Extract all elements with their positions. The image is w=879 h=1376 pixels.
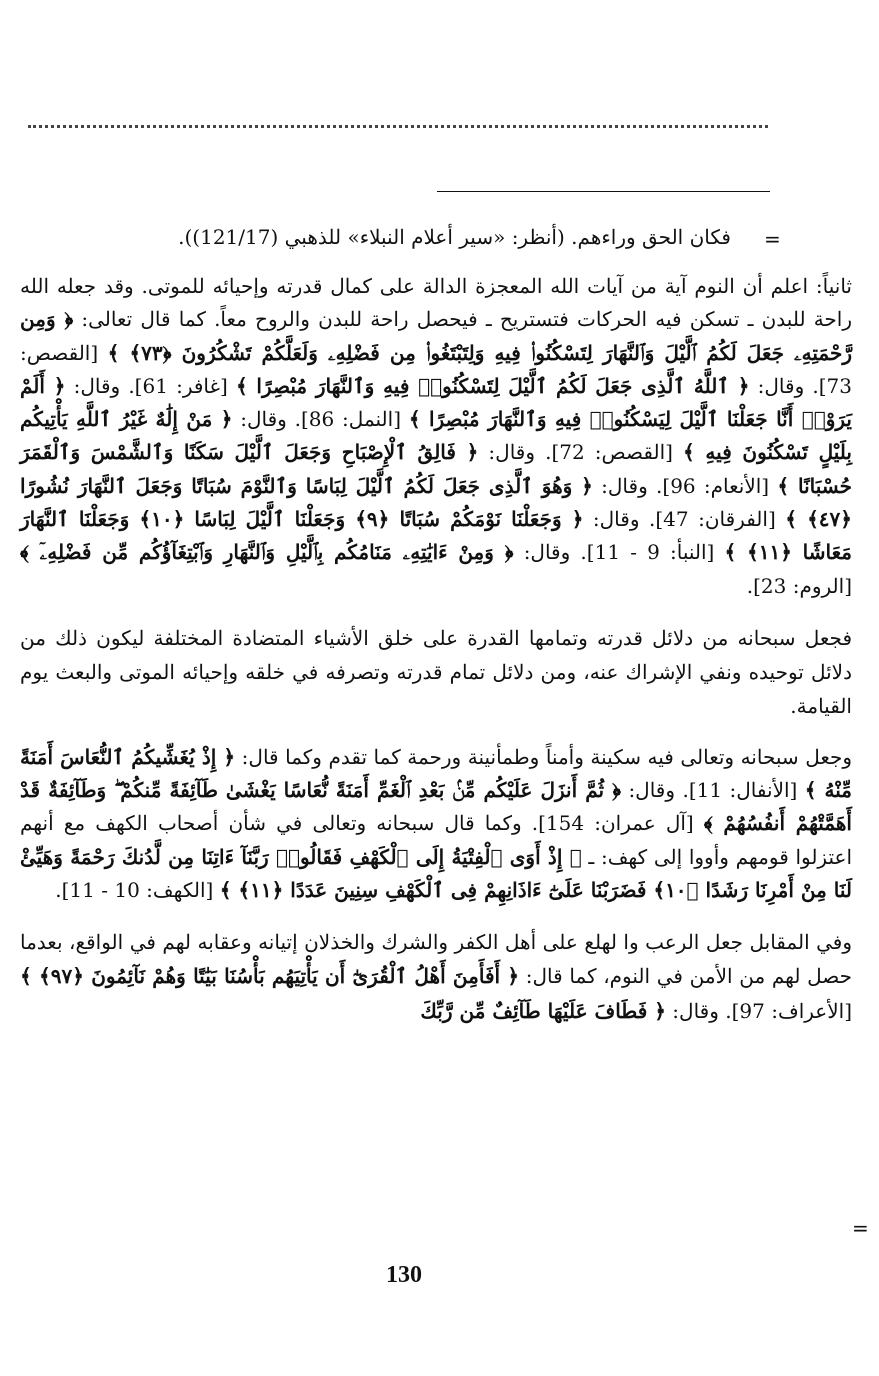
quran-verse: ﴿ إِذْ أَوَى ٱلْفِتْيَةُ إِلَى ٱلْكَهْفِ فَقَالُوا۟ رَبَّنَآ ءَاتِنَا مِن لَّدُنكَ رَحْمَةً وَهَيِّئْ لَنَا مِنْ أَمْرِنَا رَشَدًا ﴿١٠﴾ فَضَرَبْنَا عَلَىٰٓ ءَاذَانِهِمْ فِى ٱلْكَهْفِ سِنِينَ عَدَدًا ﴿١١﴾ ﴾	[20, 844, 852, 902]
verse-reference: [الفرقان: 47]. وقال:	[583, 507, 786, 532]
quran-verse: ﴿ وَجَعَلْنَا نَوْمَكُمْ سُبَاتًا ﴿٩﴾ وَجَعَلْنَا ٱلَّيْلَ لِبَاسًا ﴿١٠﴾ وَجَعَلْنَا ٱلنَّهَارَ مَعَاشًا ﴿١١﴾ ﴾	[20, 507, 852, 565]
verse-reference: [النمل: 86]. وقال:	[232, 407, 409, 432]
verse-reference: [القصص: 73]. وقال:	[20, 340, 852, 398]
quran-verse: ﴿ وَمِن رَّحْمَتِهِۦ جَعَلَ لَكُمُ ٱلَّيْلَ وَٱلنَّهَارَ لِتَسْكُنُوا۟ فِيهِ وَلِتَبْتَغُوا۟ مِن فَضْلِهِۦ وَلَعَلَّكُمْ تَشْكُرُونَ ﴿٧٣﴾ ﴾	[20, 307, 852, 365]
footnote-continuation-mark: =	[764, 227, 781, 251]
quran-verse: ﴿ أَلَمْ يَرَوْا۟ أَنَّا جَعَلْنَا ٱلَّيْلَ لِيَسْكُنُوا۟ فِيهِ وَٱلنَّهَارَ مُبْصِرًا ﴾	[20, 373, 852, 432]
footnote-separator-line	[437, 191, 770, 192]
paragraph	[20, 925, 852, 1029]
page-number: 130	[386, 1262, 422, 1288]
verse-reference: [الكهف: 10 - 11].	[55, 877, 220, 902]
main-text	[20, 270, 852, 1028]
verse-reference: [الأعراف: 97]. وقال:	[665, 998, 852, 1023]
quran-verse: ﴿ أَفَأَمِنَ أَهْلُ ٱلْقُرَىٰٓ أَن يَأْتِيَهُم بَأْسُنَا بَيَٰتًا وَهُمْ نَآئِمُونَ ﴿٩٧﴾ ﴾	[20, 964, 520, 989]
quran-verse: ﴿ إِذْ يُغَشِّيكُمُ ٱلنُّعَاسَ أَمَنَةً مِّنْهُ ﴾	[20, 744, 853, 803]
footnote-continuation-text: فكان الحق وراءهم. (أنظر: «سير أعلام النبلاء» للذهبي (121/17)).	[178, 225, 731, 249]
page-continuation-mark: =	[852, 1216, 869, 1240]
quran-verse: ﴿ فَالِقُ ٱلْإِصْبَاحِ وَجَعَلَ ٱلَّيْلَ سَكَنًا وَٱلشَّمْسَ وَٱلْقَمَرَ حُسْبَانًا ﴾	[20, 440, 852, 498]
verse-reference: [الأنعام: 96]. وقال:	[592, 473, 778, 498]
paragraph	[20, 270, 852, 603]
verse-reference: [القصص: 72]. وقال:	[478, 440, 684, 465]
paragraph-text: وجعل سبحانه وتعالى فيه سكينة وأمناً وطمأنينة ورحمة كما تقدم وكما قال:	[235, 744, 853, 769]
paragraph-text: ثانياً: اعلم أن النوم آية من آيات الله المعجزة الدالة على كمال قدرته وإحيائه للموتى. وقد جعله الله راحة للبدن ـ تسكن فيه الحركات فتستريح ـ فيحصل راحة للبدن والروح معاً. كما قال تعالى:	[20, 274, 852, 332]
verse-reference: [آل عمران: 154]. وكما قال سبحانه وتعالى في شأن أصحاب الكهف مع أنهم اعتزلوا قومهم وأووا إلى كهف: ـ	[20, 811, 852, 869]
paragraph-text: وفي المقابل جعل الرعب وا لهلع على أهل الكفر والشرك والخذلان إتيانه وعقابه لهم في الواقع، بعدما حصل لهم من الأمن في النوم، كما قال:	[20, 929, 852, 989]
verse-reference: [غافر: 61]. وقال:	[65, 373, 236, 398]
verse-reference: [النبأ: 9 - 11]. وقال:	[513, 540, 725, 565]
quran-verse: ﴿ وَمِنْ ءَايَٰتِهِۦ مَنَامُكُم بِٱلَّيْلِ وَٱلنَّهَارِ وَٱبْتِغَآؤُكُم مِّن فَضْلِهِۦٓ ﴾	[20, 540, 514, 565]
quran-verse: ﴿ وَهُوَ ٱلَّذِى جَعَلَ لَكُمُ ٱلَّيْلَ لِبَاسًا وَٱلنَّوْمَ سُبَاتًا وَجَعَلَ ٱلنَّهَارَ نُشُورًا ﴿٤٧﴾ ﴾	[20, 473, 852, 532]
paragraph	[20, 741, 852, 907]
verse-reference: [الروم: 23].	[746, 573, 852, 598]
quran-verse: ﴿ ثُمَّ أَنزَلَ عَلَيْكُم مِّنۢ بَعْدِ ٱلْغَمِّ أَمَنَةً نُّعَاسًا يَغْشَىٰ طَآئِفَةً مِّنكُمْ ۖ وَطَآئِفَةٌ قَدْ أَهَمَّتْهُمْ أَنفُسُهُمْ ﴾	[20, 778, 852, 836]
quran-verse: ﴿ فَطَافَ عَلَيْهَا طَآئِفٌ مِّن رَّبِّكَ	[420, 998, 666, 1023]
verse-reference: [الأنفال: 11]. وقال:	[621, 778, 805, 803]
quran-verse: ﴿ ٱللَّهُ ٱلَّذِى جَعَلَ لَكُمُ ٱلَّيْلَ لِتَسْكُنُوا۟ فِيهِ وَٱلنَّهَارَ مُبْصِرًا ﴾	[235, 373, 750, 398]
dotted-separator	[28, 125, 768, 128]
paragraph	[20, 621, 852, 723]
paragraph-text: فجعل سبحانه من دلائل قدرته وتمامها القدرة على خلق الأشياء المتضادة المختلفة ليكون ذلك من دلائل توحيده ونفي الإشراك عنه، ومن دلائل تمام قدرته وتصرفه في خلقه وإحيائه الموتى والبعث يوم القيامة.	[20, 625, 852, 718]
quran-verse: ﴿ مَنْ إِلَٰهٌ غَيْرُ ٱللَّهِ يَأْتِيكُم بِلَيْلٍ تَسْكُنُونَ فِيهِ ﴾	[20, 407, 852, 465]
